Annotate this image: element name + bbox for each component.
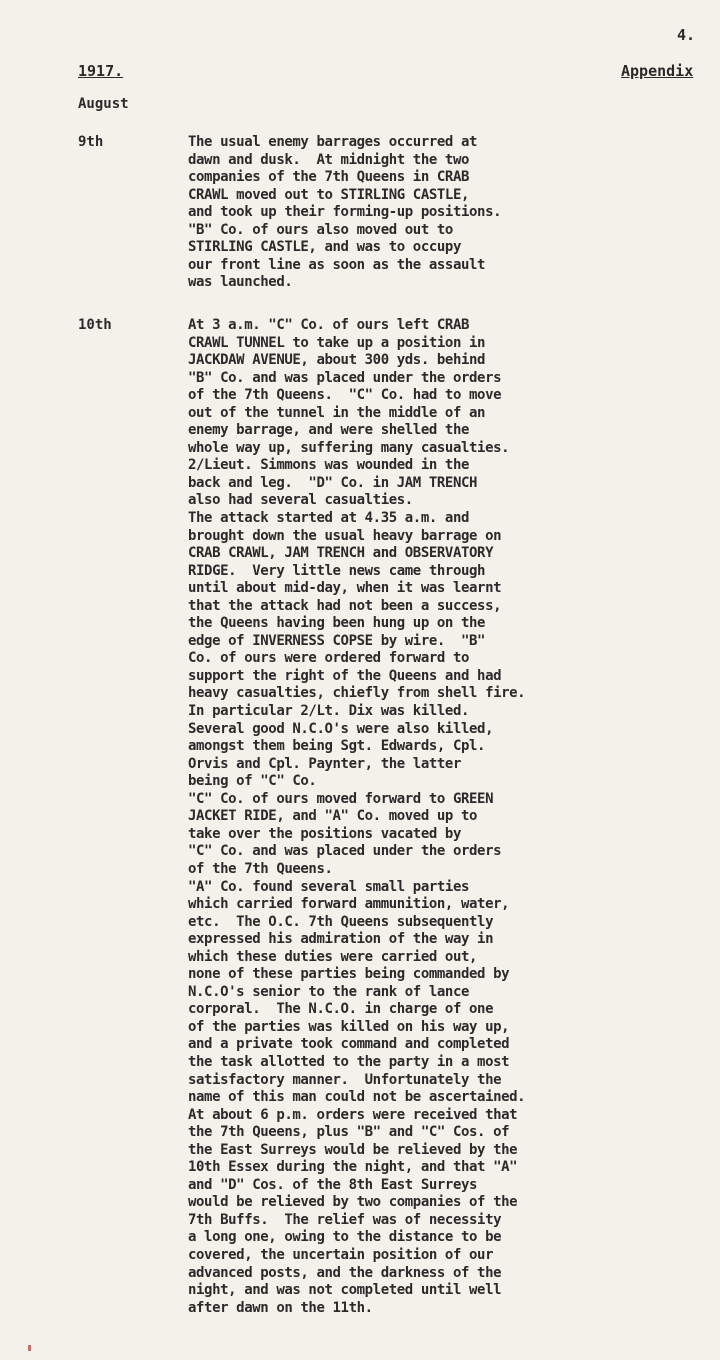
text-line: name of this man could not be ascertained. (188, 1089, 526, 1106)
year-heading: 1917. (78, 62, 124, 80)
text-line: CRAWL moved out to STIRLING CASTLE, (188, 186, 470, 203)
text-line: CRAWL TUNNEL to take up a position in (188, 334, 486, 351)
text-line: At about 6 p.m. orders were received that (188, 1106, 518, 1123)
text-line: the East Surreys would be relieved by the (188, 1141, 518, 1158)
text-line: amongst them being Sgt. Edwards, Cpl. (188, 738, 486, 755)
text-line: JACKDAW AVENUE, about 300 yds. behind (188, 352, 486, 369)
text-line: N.C.O's senior to the rank of lance (188, 983, 470, 1000)
text-line: corporal. The N.C.O. in charge of one (188, 1001, 494, 1018)
text-line: our front line as soon as the assault (188, 256, 486, 273)
text-line: night, and was not completed until well (188, 1282, 502, 1299)
text-line: after dawn on the 11th. (188, 1299, 373, 1316)
text-line: and took up their forming-up positions. (188, 204, 502, 221)
text-line: RIDGE. Very little news came through (188, 562, 486, 579)
text-line: heavy casualties, chiefly from shell fire. (188, 685, 526, 702)
text-line: Orvis and Cpl. Paynter, the latter (188, 755, 461, 772)
month-heading: August (78, 96, 129, 112)
appendix-heading: Appendix (621, 62, 694, 80)
text-line: Several good N.C.O's were also killed, (188, 720, 494, 737)
text-line: also had several casualties. (188, 492, 413, 509)
text-line: At 3 a.m. "C" Co. of ours left CRAB (188, 317, 470, 333)
text-line: Co. of ours were ordered forward to (188, 650, 470, 667)
text-line: "B" Co. and was placed under the orders (188, 369, 502, 386)
text-line: would be relieved by two companies of the (188, 1194, 518, 1211)
text-line: satisfactory manner. Unfortunately the (188, 1071, 502, 1088)
text-line: "C" Co. and was placed under the orders (188, 843, 502, 860)
text-line: expressed his admiration of the way in (188, 931, 494, 948)
text-line: the task allotted to the party in a most (188, 1053, 510, 1070)
text-line: until about mid-day, when it was learnt (188, 580, 502, 597)
text-line: 2/Lieut. Simmons was wounded in the (188, 457, 470, 474)
text-line: and a private took command and completed (188, 1036, 510, 1053)
text-line: which these duties were carried out, (188, 948, 478, 965)
text-line: edge of INVERNESS COPSE by wire. "B" (188, 632, 486, 649)
text-line: 7th Buffs. The relief was of necessity (188, 1211, 502, 1228)
text-line: and "D" Cos. of the 8th East Surreys (188, 1176, 478, 1193)
text-line: the 7th Queens, plus "B" and "C" Cos. of (188, 1124, 510, 1141)
entry-text-9th (188, 134, 718, 292)
text-line: that the attack had not been a success, (188, 597, 502, 614)
text-line: whole way up, suffering many casualties. (188, 439, 510, 456)
entry-date: 9th (78, 134, 104, 150)
text-line: advanced posts, and the darkness of the (188, 1264, 502, 1281)
page-number: 4. (677, 26, 696, 44)
ink-mark (28, 1345, 31, 1351)
text-line: enemy barrage, and were shelled the (188, 422, 470, 439)
text-line: In particular 2/Lt. Dix was killed. (188, 703, 470, 720)
text-line: was launched. (188, 274, 293, 291)
text-line: "C" Co. of ours moved forward to GREEN (188, 790, 494, 807)
text-line: of the 7th Queens. "C" Co. had to move (188, 387, 502, 404)
text-line: companies of the 7th Queens in CRAB (188, 169, 470, 186)
text-line: the Queens having been hung up on the (188, 615, 486, 632)
text-line: "B" Co. of ours also moved out to (188, 221, 453, 238)
text-line: of the 7th Queens. (188, 860, 333, 877)
text-line: covered, the uncertain position of our (188, 1246, 494, 1263)
text-line: etc. The O.C. 7th Queens subsequently (188, 913, 494, 930)
text-line: being of "C" Co. (188, 773, 317, 790)
text-line: support the right of the Queens and had (188, 667, 502, 684)
text-line: STIRLING CASTLE, and was to occupy (188, 239, 461, 256)
entry-date: 10th (78, 317, 112, 333)
text-line: back and leg. "D" Co. in JAM TRENCH (188, 474, 478, 491)
text-line: JACKET RIDE, and "A" Co. moved up to (188, 808, 478, 825)
text-line: 10th Essex during the night, and that "A" (188, 1159, 518, 1176)
text-line: out of the tunnel in the middle of an (188, 404, 486, 421)
text-line: which carried forward ammunition, water, (188, 896, 510, 913)
text-line: none of these parties being commanded by (188, 966, 510, 983)
text-line: brought down the usual heavy barrage on (188, 527, 502, 544)
text-line: take over the positions vacated by (188, 825, 461, 842)
text-line: a long one, owing to the distance to be (188, 1229, 502, 1246)
text-line: The usual enemy barrages occurred at (188, 134, 478, 150)
text-line: The attack started at 4.35 a.m. and (188, 510, 470, 527)
text-line: of the parties was killed on his way up, (188, 1018, 510, 1035)
text-line: dawn and dusk. At midnight the two (188, 151, 470, 168)
text-line: CRAB CRAWL, JAM TRENCH and OBSERVATORY (188, 545, 494, 562)
text-line: "A" Co. found several small parties (188, 878, 470, 895)
entry-text-10th (188, 317, 718, 1317)
